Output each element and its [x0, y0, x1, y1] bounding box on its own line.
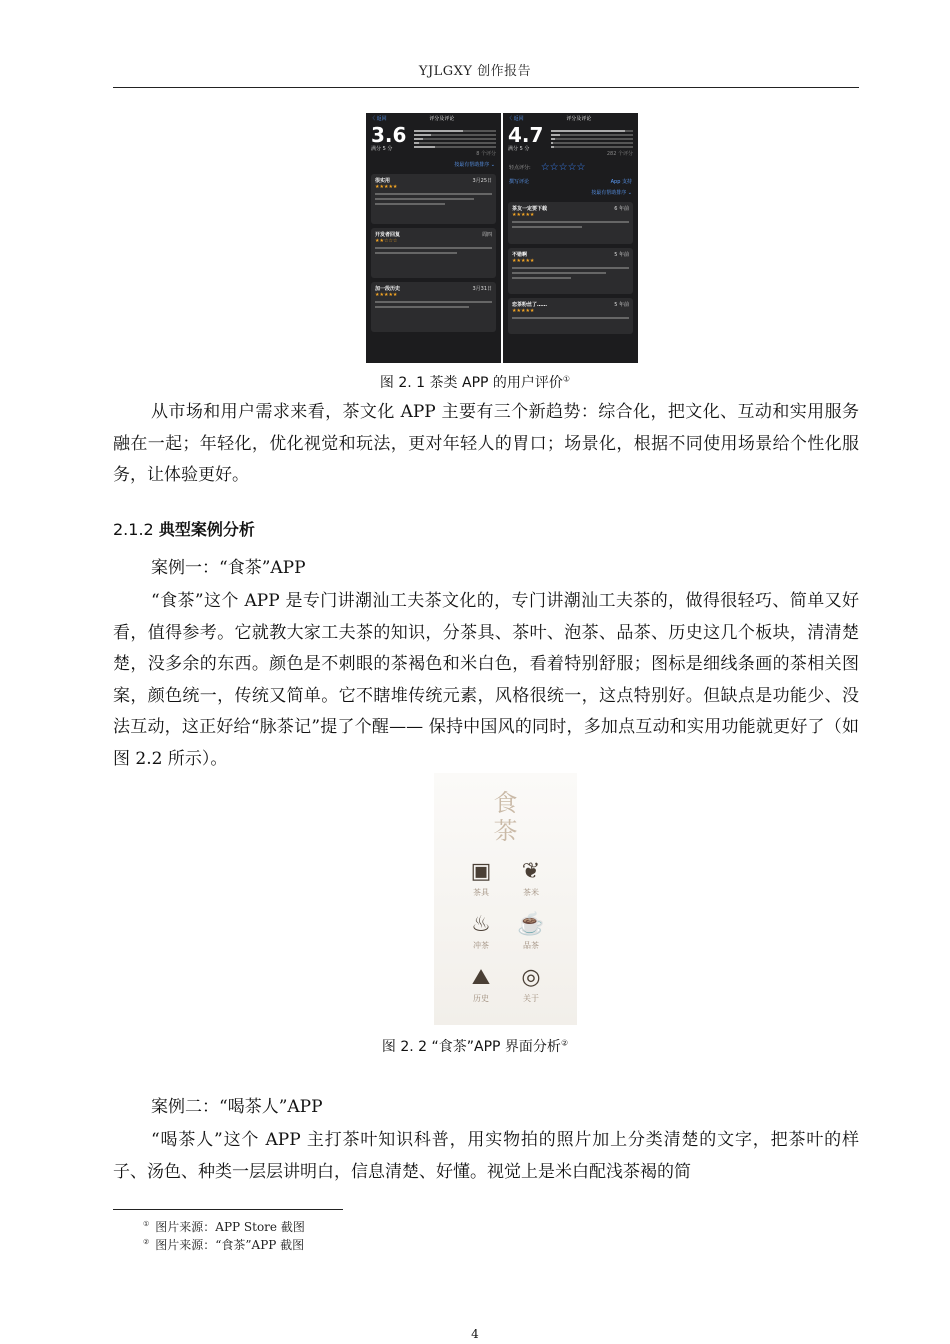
menu-item-about: ◎ 关于	[506, 965, 556, 1004]
tea-leaf-icon: ❦	[521, 859, 541, 884]
figure-2-caption: 图 2. 2 “食茶”APP 界面分析②	[381, 1038, 569, 1055]
case-2-title: 案例二：“喝茶人”APP	[151, 1097, 323, 1117]
running-header: YJLGXY 创作报告	[418, 64, 532, 79]
review-stars: ★★★★★	[512, 258, 535, 264]
footnote: ① 图片来源：APP Store 截图	[143, 1220, 305, 1234]
review-card: 加一段历史 3月31日 ★★★★★	[371, 282, 496, 332]
back-link: 〈 返回	[507, 115, 524, 122]
rating-count: 282 个评分	[606, 151, 633, 157]
paragraph-case-2: “喝茶人”这个 APP 主打茶叶知识科普，用实物拍的照片加上分类清楚的文字，把茶叶的样子、汤色、种类一层层讲明白，信息清楚、好懂。视觉上是米白配浅茶褐的简	[113, 1130, 859, 1182]
teacup-icon: ☕	[517, 912, 545, 937]
circle-icon: ◎	[521, 965, 541, 990]
header-rule	[113, 87, 859, 88]
screen-title: 评分及评论	[566, 115, 592, 122]
menu-item-brew: ♨ 冲茶	[456, 912, 506, 951]
review-card: 不错啊 5 年前 ★★★★★	[508, 248, 633, 294]
menu-grid	[456, 859, 556, 1004]
paragraph-case-1: “食茶”这个 APP 是专门讲潮汕工夫茶文化的，专门讲潮汕工夫茶的，做得很轻巧、简单又好看，值得参考。它就教大家工夫茶的知识，分茶具、茶叶、泡茶、品茶、历史这几个板块，清清楚楚，没多余的东西。颜色是不刺眼的茶褐色和米白色，看着特别舒服；图标是细线条画的茶相关图案，颜色统一，传统又简单。它不瞎堆传统元素，风格很统一，这点特别好。但缺点是功能少、没法互动，这正好给“脉茶记”提了个醒—— 保持中国风的同时，多加点互动和实用功能就更好了（如图 2.2 所示）。	[113, 591, 859, 769]
menu-item-tea-set: ▣ 茶具	[456, 859, 506, 898]
rating-score: 4.7	[508, 123, 544, 147]
write-review-link: 撰写评论	[509, 179, 530, 185]
review-stars: ★★★★★	[512, 212, 535, 218]
rating-bars	[414, 128, 496, 157]
page-number: 4	[471, 1327, 479, 1341]
paragraph-market-trends: 从市场和用户需求来看，茶文化 APP 主要有三个新趋势：综合化，把文化、互动和实用服务融在一起；年轻化，优化视觉和玩法，更对年轻人的胃口；场景化，根据不同使用场景给个性化服务，让体验更好。	[113, 402, 859, 485]
section-heading: 2.1.2 典型案例分析	[113, 520, 255, 539]
review-card: 恋茶粉丝了…… 5 年前 ★★★★★	[508, 298, 633, 334]
star-outline-icon: ☆☆☆☆☆	[540, 162, 586, 173]
review-stars: ★★★★★	[375, 292, 398, 298]
review-card: 茶友一定要下载 6 年前 ★★★★★	[508, 202, 633, 244]
rating-score: 3.6	[371, 123, 407, 147]
sort-option: 按最有帮助排序 ⌄	[591, 190, 632, 196]
tea-set-icon: ▣	[470, 859, 492, 884]
review-screenshot-left	[366, 113, 501, 363]
review-stars: ★★☆☆☆	[375, 238, 398, 244]
review-screenshot-right	[503, 113, 638, 363]
footnote: ② 图片来源：“食茶”APP 截图	[143, 1238, 305, 1252]
app-logo: 食 茶	[493, 789, 518, 845]
review-stars: ★★★★★	[512, 308, 535, 314]
screen-title: 评分及评论	[429, 115, 455, 122]
rating-scale: 满分 5 分	[508, 146, 530, 152]
menu-item-tea-leaf: ❦ 茶米	[506, 859, 556, 898]
review-card: 开发者回复 周四 ★★☆☆☆	[371, 228, 496, 278]
tap-to-rate: 轻点评分: ☆☆☆☆☆	[509, 162, 586, 173]
app-support-link: App 支持	[610, 179, 632, 185]
menu-item-taste: ☕ 品茶	[506, 912, 556, 951]
back-link: 〈 返回	[370, 115, 387, 122]
case-1-title: 案例一：“食茶”APP	[151, 558, 306, 578]
review-stars: ★★★★★	[375, 184, 398, 190]
menu-item-history: ⛰ 历史	[456, 965, 506, 1004]
rating-count: 8 个评分	[476, 151, 496, 157]
figure-shicha-app	[434, 773, 577, 1025]
footnote-rule	[113, 1209, 343, 1210]
sort-option: 按最有帮助排序 ⌄	[454, 162, 495, 168]
figure-app-reviews	[366, 113, 638, 363]
rating-scale: 满分 5 分	[371, 146, 393, 152]
mountain-icon: ⛰	[471, 965, 491, 990]
review-card: 很实用 3月25日 ★★★★★	[371, 174, 496, 224]
figure-1-caption: 图 2. 1 茶类 APP 的用户评价①	[379, 374, 571, 391]
rating-bars	[551, 128, 633, 157]
brew-icon: ♨	[471, 912, 491, 937]
